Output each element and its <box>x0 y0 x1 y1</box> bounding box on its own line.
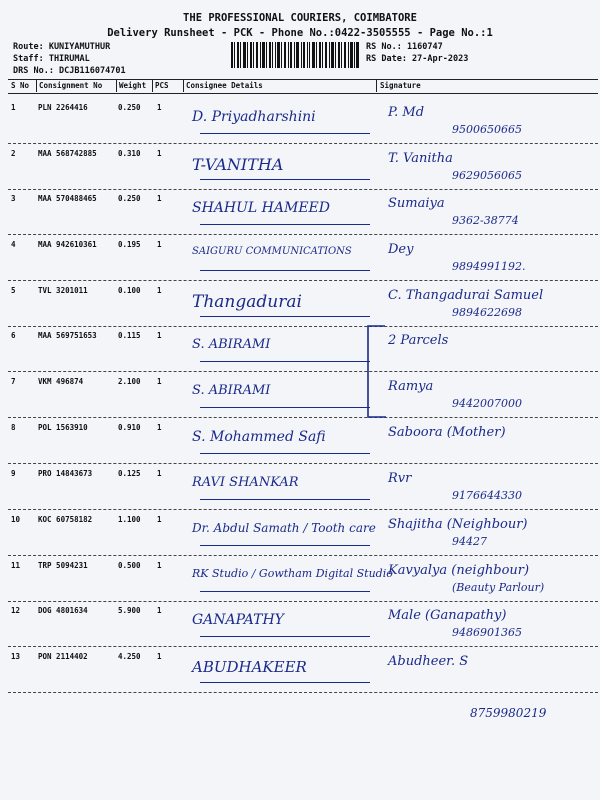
col-divider <box>152 80 153 92</box>
row-weight: 0.250 <box>118 194 141 203</box>
row-separator <box>8 692 598 693</box>
rs-number: RS No.: 1160747 <box>366 42 443 52</box>
row-signature-handwritten: Dey <box>388 242 414 257</box>
row-separator <box>8 463 598 464</box>
row-separator <box>8 601 598 602</box>
runsheet-subtitle: Delivery Runsheet - PCK - Phone No.:0422-3505555 - Page No.:1 <box>107 27 493 39</box>
row-consignee-handwritten: S. Mohammed Safi <box>192 429 326 445</box>
footer-handwritten-number: 8759980219 <box>470 706 547 720</box>
row-consignee-handwritten: D. Priyadharshini <box>192 109 316 125</box>
consignee-underline <box>200 361 370 362</box>
row-separator <box>8 326 598 327</box>
col-signature: Signature <box>380 81 421 90</box>
col-divider <box>116 80 117 92</box>
row-separator <box>8 371 598 372</box>
row-weight: 4.250 <box>118 652 141 661</box>
table-top-rule <box>8 79 598 80</box>
barcode-image <box>231 42 359 68</box>
row-signature-handwritten: Sumaiya <box>388 196 445 211</box>
row-signature-handwritten: Shajitha (Neighbour) <box>388 517 528 532</box>
row-separator <box>8 646 598 647</box>
row-signature-handwritten: Kavyalya (neighbour) <box>388 563 530 578</box>
consignee-underline <box>200 499 370 500</box>
row-consignee-handwritten: S. ABIRAMI <box>192 383 271 398</box>
row-sno: 4 <box>11 240 16 249</box>
row-signature-note: 94427 <box>452 535 487 548</box>
route-label: Route: KUNIYAMUTHUR <box>13 42 111 52</box>
bracket-ink-mark <box>360 322 390 422</box>
row-signature-note: 9500650665 <box>452 123 522 136</box>
row-pcs: 1 <box>157 606 162 615</box>
row-signature-note: 9486901365 <box>452 626 522 639</box>
row-weight: 0.100 <box>118 286 141 295</box>
row-sno: 10 <box>11 515 21 524</box>
row-sno: 9 <box>11 469 16 478</box>
row-separator <box>8 189 598 190</box>
row-consignee-handwritten: SHAHUL HAMEED <box>192 200 330 216</box>
row-separator <box>8 234 598 235</box>
row-weight: 0.125 <box>118 469 141 478</box>
row-sno: 3 <box>11 194 16 203</box>
row-weight: 0.500 <box>118 561 141 570</box>
row-consignee-handwritten: Dr. Abdul Samath / Tooth care <box>192 521 376 535</box>
row-signature-handwritten: Saboora (Mother) <box>388 425 506 440</box>
col-divider <box>36 80 37 92</box>
consignee-underline <box>200 545 370 546</box>
row-weight: 1.100 <box>118 515 141 524</box>
consignee-underline <box>200 133 370 134</box>
row-signature-note: 9629056065 <box>452 169 522 182</box>
row-pcs: 1 <box>157 149 162 158</box>
row-signature-handwritten: 2 Parcels <box>388 333 449 348</box>
rs-date: RS Date: 27-Apr-2023 <box>366 54 469 64</box>
row-separator <box>8 143 598 144</box>
row-sno: 13 <box>11 652 21 661</box>
row-pcs: 1 <box>157 652 162 661</box>
row-signature-handwritten: Male (Ganapathy) <box>388 608 507 623</box>
consignee-underline <box>200 316 370 317</box>
row-pcs: 1 <box>157 469 162 478</box>
row-pcs: 1 <box>157 561 162 570</box>
row-consignee-handwritten: RK Studio / Gowtham Digital Studio <box>192 567 393 580</box>
row-weight: 0.310 <box>118 149 141 158</box>
row-signature-handwritten: C. Thangadurai Samuel <box>388 288 544 303</box>
consignee-underline <box>200 270 370 271</box>
row-sno: 2 <box>11 149 16 158</box>
row-consignment-no: PRO 14843673 <box>38 469 93 478</box>
col-pcs: PCS <box>155 81 169 90</box>
row-signature-handwritten: T. Vanitha <box>388 151 453 166</box>
row-signature-note: 9894622698 <box>452 306 522 319</box>
row-consignment-no: DOG 4801634 <box>38 606 88 615</box>
col-consignee: Consignee Details <box>186 81 263 90</box>
row-signature-note: 9176644330 <box>452 489 522 502</box>
row-sno: 12 <box>11 606 21 615</box>
row-consignment-no: MAA 568742885 <box>38 149 97 158</box>
row-consignment-no: POL 1563910 <box>38 423 88 432</box>
row-signature-note: 9362-38774 <box>452 214 519 227</box>
row-sno: 7 <box>11 377 16 386</box>
row-weight: 0.910 <box>118 423 141 432</box>
row-consignee-handwritten: ABUDHAKEER <box>192 658 307 676</box>
row-weight: 0.115 <box>118 331 141 340</box>
row-consignment-no: VKM 496874 <box>38 377 84 386</box>
row-signature-handwritten: Ramya <box>388 379 434 394</box>
row-pcs: 1 <box>157 286 162 295</box>
row-weight: 0.195 <box>118 240 141 249</box>
consignee-underline <box>200 179 370 180</box>
row-signature-handwritten: P. Md <box>388 105 425 120</box>
row-separator <box>8 280 598 281</box>
col-consignment: Consignment No <box>39 81 103 90</box>
row-weight: 5.900 <box>118 606 141 615</box>
row-consignee-handwritten: S. ABIRAMI <box>192 337 271 352</box>
row-signature-handwritten: Abudheer. S <box>388 654 469 669</box>
row-weight: 2.100 <box>118 377 141 386</box>
company-title: THE PROFESSIONAL COURIERS, COIMBATORE <box>183 12 417 24</box>
drs-label: DRS No.: DCJB116074701 <box>13 66 126 76</box>
row-consignment-no: MAA 570488465 <box>38 194 97 203</box>
row-consignment-no: KOC 60758182 <box>38 515 93 524</box>
row-consignment-no: TRP 5094231 <box>38 561 88 570</box>
row-sno: 5 <box>11 286 16 295</box>
table-header-rule <box>8 93 598 94</box>
row-consignment-no: MAA 942610361 <box>38 240 97 249</box>
consignee-underline <box>200 453 370 454</box>
consignee-underline <box>200 591 370 592</box>
consignee-underline <box>200 224 370 225</box>
row-consignee-handwritten: T-VANITHA <box>192 155 284 174</box>
row-signature-note: 9442007000 <box>452 397 522 410</box>
row-pcs: 1 <box>157 331 162 340</box>
row-consignment-no: TVL 3201011 <box>38 286 88 295</box>
row-separator <box>8 555 598 556</box>
row-sno: 11 <box>11 561 21 570</box>
consignee-underline <box>200 636 370 637</box>
row-consignment-no: MAA 569751653 <box>38 331 97 340</box>
row-sno: 8 <box>11 423 16 432</box>
row-consignee-handwritten: RAVI SHANKAR <box>192 475 299 490</box>
consignee-underline <box>200 407 370 408</box>
row-sno: 1 <box>11 103 16 112</box>
col-divider <box>183 80 184 92</box>
row-consignee-handwritten: GANAPATHY <box>192 612 284 628</box>
row-pcs: 1 <box>157 515 162 524</box>
row-consignee-handwritten: Thangadurai <box>192 292 302 312</box>
row-pcs: 1 <box>157 240 162 249</box>
row-consignment-no: PON 2114402 <box>38 652 88 661</box>
row-pcs: 1 <box>157 377 162 386</box>
row-pcs: 1 <box>157 194 162 203</box>
row-separator <box>8 509 598 510</box>
row-sno: 6 <box>11 331 16 340</box>
row-signature-handwritten: Rvr <box>388 471 412 486</box>
staff-label: Staff: THIRUMAL <box>13 54 90 64</box>
row-consignment-no: PLN 2264416 <box>38 103 88 112</box>
row-weight: 0.250 <box>118 103 141 112</box>
col-sno: S No <box>11 81 30 90</box>
col-divider <box>376 80 377 92</box>
row-signature-note: (Beauty Parlour) <box>452 581 545 594</box>
row-consignee-handwritten: SAIGURU COMMUNICATIONS <box>192 246 352 257</box>
row-signature-note: 9894991192. <box>452 260 526 273</box>
col-weight: Weight <box>119 81 147 90</box>
row-pcs: 1 <box>157 103 162 112</box>
consignee-underline <box>200 682 370 683</box>
row-separator <box>8 417 598 418</box>
row-pcs: 1 <box>157 423 162 432</box>
